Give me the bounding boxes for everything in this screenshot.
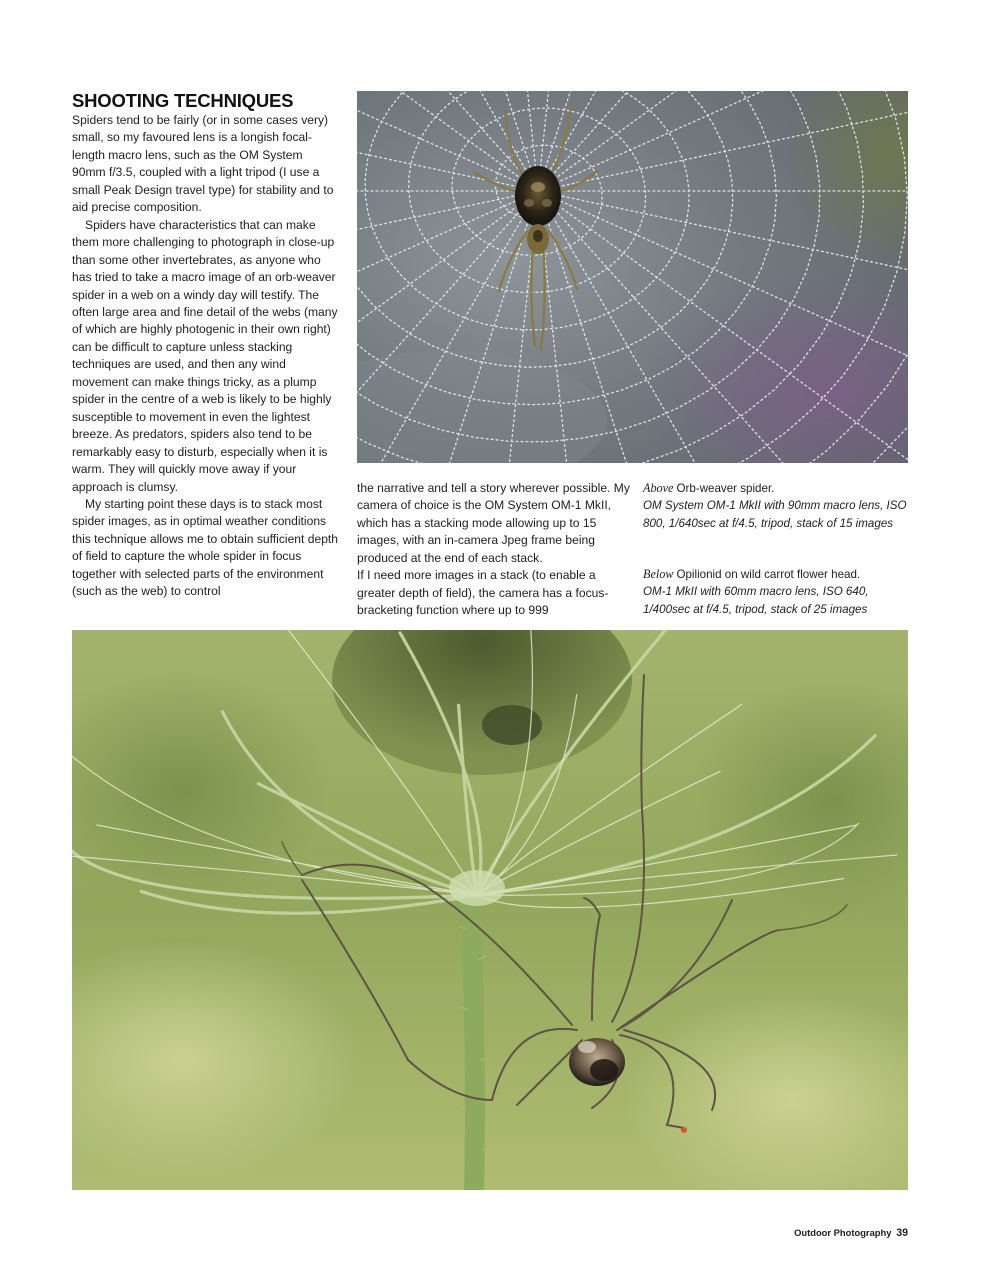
opilionid-photo xyxy=(72,630,908,1190)
page-number: 39 xyxy=(896,1227,908,1239)
caption-credit: OM-1 MkII with 60mm macro lens, ISO 640, 1/400sec at f/4.5, tripod, stack of 25 images xyxy=(643,585,869,616)
caption-subject: Opilionid on wild carrot flower head. xyxy=(676,568,861,581)
paragraph: If I need more images in a stack (to enable a greater depth of field), the camera has a focus-bracketing function where up to 999 xyxy=(357,568,609,618)
section-heading: SHOOTING TECHNIQUES xyxy=(72,90,294,111)
caption-above xyxy=(643,480,907,532)
paragraph: My starting point these days is to stack most spider images, as in optimal weather conditions this technique allows me to obtain sufficient depth of field to capture the whole spider in focus together with selected parts of the environment (such as the web) to control xyxy=(72,496,339,599)
orb-weaver-spider-photo xyxy=(357,91,908,463)
caption-credit: OM System OM-1 MkII with 90mm macro lens, ISO 800, 1/640sec at f/4.5, tripod, stack of 15 images xyxy=(643,499,907,530)
paragraph: the narrative and tell a story wherever possible. My camera of choice is the OM System OM-1 MkII, which has a stacking mode allowing up to 15 images, with an in-camera Jpeg frame being produced at the end of each stack. xyxy=(357,481,630,565)
paragraph: Spiders have characteristics that can make them more challenging to photograph in close-up than some other invertebrates, as anyone who has tried to take a macro image of an orb-weaver spider in a web on a windy day will testify. The often large area and fine detail of the webs (many of which are highly photogenic in their own right) can be difficult to capture unless stacking techniques are used, and then any wind movement can make things tricky, as a plump spider in the centre of a web is likely to be highly susceptible to movement in even the lightest breeze. As predators, spiders also tend to be remarkably easy to disturb, especially when it is warm. They will quickly move away if your approach is clumsy. xyxy=(72,217,338,494)
text-column-2 xyxy=(357,480,635,620)
publication-name: Outdoor Photography xyxy=(794,1227,892,1238)
caption-label: Below xyxy=(643,567,674,581)
page-footer xyxy=(794,1227,908,1239)
caption-subject: Orb-weaver spider. xyxy=(676,482,775,495)
text-column-1 xyxy=(72,112,338,601)
caption-below xyxy=(643,566,907,618)
paragraph: Spiders tend to be fairly (or in some cases very) small, so my favoured lens is a longish focal-length macro lens, such as the OM System 90mm f/3.5, coupled with a light tripod (I use a small Peak Design travel type) for stability and to aid precise composition. xyxy=(72,113,334,215)
caption-label: Above xyxy=(643,481,674,495)
